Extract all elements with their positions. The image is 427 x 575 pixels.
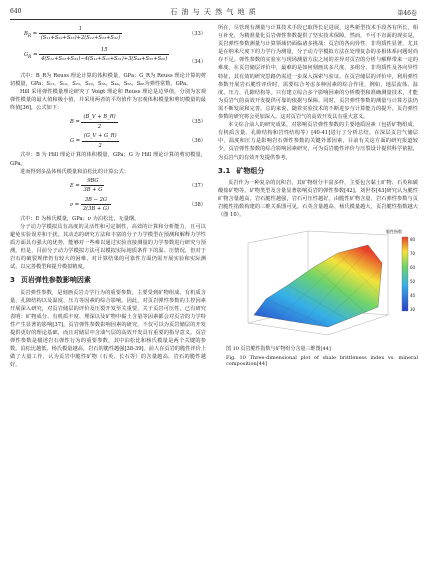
eq33-number: （33）: [189, 31, 206, 37]
eq33-fraction: [39, 25, 122, 42]
subsection-number: 3.1: [218, 166, 231, 175]
page-header: [10, 6, 417, 18]
eq36-lhs: G =: [70, 138, 81, 145]
eq38-number: （38）: [189, 201, 206, 208]
eq35-denominator: 2: [97, 123, 102, 130]
eq34-lhs: G: [24, 52, 29, 59]
eq35-fraction: [81, 113, 117, 130]
paragraph: 式中：B 为 Hill 理论计算的体积模量，GPa；G 为 Hill 理论计算的剪切模量，GPa。: [10, 152, 206, 167]
eq34-numerator: 15: [39, 46, 169, 55]
paragraph: 页岩弹性参数，是刻画页岩力学行为的重要参数，主要受到矿物组成、有机质含量、孔隙结构以及温度、压力等因素的综合影响。因此，对页岩弹性参数的主控因素开展深入研究，对页岩储层的评价及压裂开发至关重要。关于页岩可压性，已有研究表明：矿物成分、有机质丰度、埋深以及矿物中黏土含量等因素都会对页岩的力学特性产生显著的影响[37]。页岩弹性参数影响因素的研究，不仅可以为页岩储层的开发提供更好的理论基础，而且对储层中含油气层的高效开发具有重要的指导意义。页岩弹性参数是描述岩石弹性行为的重要参数，其中泊松比和杨氏模量是两个关键的参数。泊松比越低、杨氏模量越高，岩石的脆性越强[38-39]。前人在页岩的脆性评价上做了大量工作，认为页岩中脆性矿物（石英、长石等）的含量越高，岩石的脆性越好。: [10, 289, 206, 369]
eq36-numerator: (G_V + G_R): [82, 132, 119, 141]
right-column: [218, 24, 418, 368]
eq33-numerator: 1: [39, 25, 122, 34]
eq37-number: （37）: [189, 182, 206, 189]
eq38-numerator: 3B − 2G: [81, 196, 111, 205]
eq34-fraction: [39, 46, 169, 63]
section-number: 3: [10, 276, 15, 285]
eq38-denominator: 2(3B + G): [82, 205, 110, 212]
color-scale-label: 50: [410, 279, 416, 285]
figure-caption-en: Fig. 10 Three-dimensional plot of shale brittleness index vs. mineral composition[44]: [226, 354, 418, 368]
page-number: 640: [10, 8, 22, 15]
color-scale-labels: [410, 237, 416, 312]
equation-36: [10, 132, 206, 150]
paragraph: 分子动力学模拟具有高度的灵活性和可定制性，高效的计算和分析能力，且可以避免实验误差和干扰。其动态的研究方法和丰富的分子力学模型在预测和解释力学性质方面具有强大的优势，能够对一些难以通过实验直接测量的力学参数进行研究与预测。但是，目前分子动力学模拟方法可以模拟实际地质条件下的温、压情况，但对于岩石的破裂规律仍有较大的困难。对计算结果的可靠性方面仍需开展实验和实际测试，以完善模型和提升模拟精度。: [10, 223, 206, 271]
eq34-denominator: 4(S₁₁+S₂₂+S₃₃)−4(S₁₂+S₂₃+S₃₁)+3(S₄₄+S₅₅+S₆₆): [41, 56, 168, 63]
paragraph: 本文综合前人的研究成果，对影响页岩弹性参数的主要地质因素（包括矿物组成、有机质含量、孔隙结构和岩性结构等）[40-41]进行了分析总结。在深层页岩气储层中，温度和压力是影响岩石弹性参数的关键外部因素，目前有关这方面的研究报道较少。页岩弹性参数的综合影响因素研究，可为页岩脆性评价与压裂设计提供科学依据，为页岩气的有效开发提供参考。: [218, 122, 418, 161]
eq36-fraction: [82, 132, 119, 149]
equation-38: [10, 196, 206, 214]
eq37-fraction: [81, 177, 104, 194]
paragraph: 式中：E 为杨氏模量，GPa；ν 为泊松比，无量纲。: [20, 215, 140, 222]
brittleness-surface: [254, 245, 382, 327]
left-column: [10, 24, 206, 369]
journal-title: 石 油 与 天 然 气 地 质: [170, 8, 257, 16]
paragraph: 式中：B_R为 Reuss 理论计算的体积模量，GPa；G_R为 Reuss 理论计算的剪切模量，GPa；S₁₁，S₁₂，S₂₂，S₂₃，S₃₃，S₄₄，S₅₅，S₆₆为弹性常数，GPa。: [10, 73, 206, 88]
color-scale-label: 30: [410, 307, 416, 313]
eq37-lhs: E =: [70, 182, 80, 189]
equation-37: [10, 177, 206, 195]
paragraph: 进而得到多晶体杨氏模量和泊松比的计算公式：: [20, 168, 129, 175]
eq33-lhs: B: [24, 31, 28, 38]
figure-10: [218, 223, 418, 368]
paragraph: 所在，尽管现有测量与计算技术手段已取得长足进展，这些新型技术手段各有所长，相互补充，为精准量化页岩弹性参数提供了坚实技术保障。然而，不可不直面的现实是，页岩弹性参数测量与计算领域仍面临诸多挑战：页岩的各向异性、非均质性显著，尤其是在纳米尺度下的力学行为测量，分子动力学模拟方法在处理复杂的多相体系问题时尚存不足。弹性参数的实验室与现场测量方法之间的差异对页岩的分析与解释带来一定的难度。在页岩储层评价中，最难的是如何刻画其多尺度、多组分、非均质性及各向异性特征，其有效的研究思路仍需进一步深入探索与验证。在页岩储层的评价中，利用弹性参数开展岩石脆性评价时，需要综合考虑多种因素的综合作用，例如，地层流体、温度、压力、孔隙结构等。只有建立综合多个影响因素的分析模型和准确测量技术，才能为页岩气的高效开发提供可靠的依据与保障。同时，页岩弹性参数的测量与计算方法仍需不断发展和完善。总的来说，随着实验技术的不断进步与计算能力的提升，页岩弹性参数的研究将会更加深入，这对页岩气的高效开发具有重大意义。: [218, 25, 418, 121]
eq35-numerator: (B_V + B_R): [81, 113, 117, 122]
eq36-number: （36）: [189, 138, 206, 145]
section-heading: [10, 276, 206, 284]
eq36-denominator: 2: [98, 142, 102, 149]
eq35-lhs: B =: [70, 119, 80, 126]
color-scale-bar: [402, 237, 408, 311]
subsection-heading: [218, 167, 418, 175]
paragraph: Hill 采用弹性模量理论研究了 Voigt 理论和 Reuss 理论是边界值，分别为宏观弹性模量的最大值和极小值，并采用两者的平均值作为宏观体积模量和剪切模量的最终值[36]，公式如下：: [10, 89, 206, 112]
color-scale-label: 40: [410, 293, 416, 299]
subsection-title: 矿物组分: [236, 166, 265, 175]
color-scale-label: 60: [410, 265, 416, 271]
figure-caption-cn: 图 10 页岩脆性指数与矿物组分含量三维图[44]: [226, 346, 331, 353]
color-scale-label: 70: [410, 251, 416, 257]
z-axis-label: 脆性指数: [386, 229, 402, 235]
equation-35: [10, 113, 206, 131]
header-rule: [10, 19, 417, 20]
eq34-number: （34）: [189, 59, 206, 65]
section-title: 页岩弹性参数影响因素: [20, 276, 91, 285]
eq37-numerator: 9BG: [81, 177, 104, 186]
volume-number: 第46卷: [397, 10, 417, 17]
eq37-denominator: 3B + G: [83, 186, 103, 193]
brittleness-3d-plot: [218, 223, 418, 341]
equation-33: $B_R$ = $\frac{1}{\text{(S₁₁+S₂₂+S₃₃)+2(S₁₂+S₂₃+S₃₁)}}$ （33）: [24, 26, 206, 42]
eq35-number: （35）: [189, 119, 206, 126]
equation-34: $G_R$ = $\frac{15}{\text{4(S₁₁+S₂₂+S₃₃)−4(S₁₂+S₂₃+S₃₁)+3(S₄₄+S₅₅+S₆₆)}}$ （34）: [24, 47, 206, 65]
paragraph: 页岩作为一种复杂的沉积岩，其矿物组分丰富多样，主要包含黏土矿物、石英和碳酸盐矿物等。矿物类型及含量显著影响页岩的弹性参数[42]。刘世春[43]研究认为脆性矿物含量越高，岩石脆性越强，岩石可压性越好。由脆性矿物含量、岩石弹性参数与页岩脆性指数构建的三维关系图可见，石英含量越高、杨氏模量越大，页岩脆性指数越大（图 10）。: [218, 179, 418, 219]
color-scale-label: 80: [410, 237, 416, 243]
eq33-denominator: (S₁₁+S₂₂+S₃₃)+2(S₁₂+S₂₃+S₃₁): [40, 35, 121, 42]
eq38-lhs: ν =: [70, 201, 80, 208]
eq38-fraction: [81, 196, 111, 213]
